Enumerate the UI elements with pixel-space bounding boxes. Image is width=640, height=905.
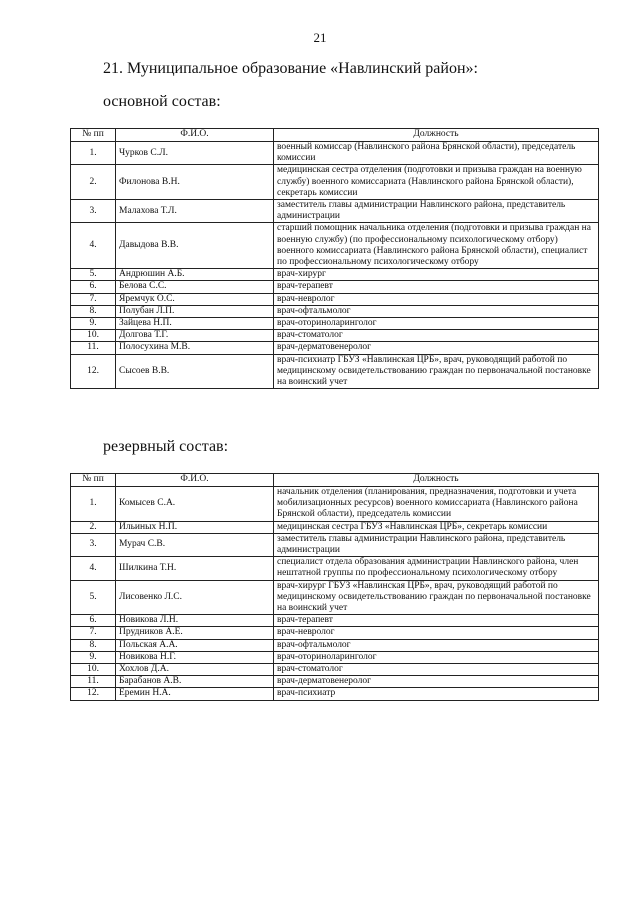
member-position: врач-психиатр ГБУЗ «Навлинская ЦРБ», врач, руководящий работой по медицинскому освидетельствованию граждан по первоначальной постановке на воинский учет [274, 354, 599, 389]
column-header-position: Должность [274, 474, 599, 487]
row-number: 6. [71, 281, 116, 293]
row-number: 7. [71, 627, 116, 639]
table-row [71, 627, 599, 639]
main-composition-table [70, 128, 599, 389]
page-number: 21 [313, 30, 327, 45]
member-position: старший помощник начальника отделения (подготовки и призыва граждан на военную службу) (по профессиональному психологическому отбору) военного комиссариата (Навлинского района Брянской области), специалист по профессиональному психологическому отбору [274, 223, 599, 269]
member-position: врач-оториноларинголог [274, 651, 599, 663]
member-position: врач-невролог [274, 293, 599, 305]
member-name: Зайцева Н.П. [116, 318, 274, 330]
row-number: 6. [71, 615, 116, 627]
table-row [71, 269, 599, 281]
table-row [71, 688, 599, 700]
reserve-composition-table [70, 473, 599, 701]
row-number: 1. [71, 142, 116, 165]
reserve-table-body [71, 487, 599, 701]
row-number: 12. [71, 688, 116, 700]
row-number: 8. [71, 305, 116, 317]
member-name: Хохлов Д.А. [116, 664, 274, 676]
column-header-name: Ф.И.О. [116, 474, 274, 487]
member-position: врач-дерматовенеролог [274, 676, 599, 688]
row-number: 10. [71, 330, 116, 342]
member-name: Яремчук О.С. [116, 293, 274, 305]
column-header-name: Ф.И.О. [116, 129, 274, 142]
row-number: 12. [71, 354, 116, 389]
row-number: 4. [71, 557, 116, 580]
main-table-body [71, 142, 599, 389]
member-position: врач-хирург [274, 269, 599, 281]
row-number: 10. [71, 664, 116, 676]
row-number: 11. [71, 342, 116, 354]
member-name: Мурач С.В. [116, 533, 274, 556]
column-header-number: № пп [71, 129, 116, 142]
member-name: Давыдова В.В. [116, 223, 274, 269]
row-number: 3. [71, 200, 116, 223]
member-name: Прудников А.Е. [116, 627, 274, 639]
row-number: 5. [71, 580, 116, 615]
member-name: Малахова Т.Л. [116, 200, 274, 223]
table-row [71, 664, 599, 676]
member-position: заместитель главы администрации Навлинского района, представитель администрации [274, 533, 599, 556]
table-row [71, 223, 599, 269]
table-row [71, 639, 599, 651]
member-position: врач-стоматолог [274, 664, 599, 676]
column-header-position: Должность [274, 129, 599, 142]
member-name: Польская А.А. [116, 639, 274, 651]
member-name: Полубан Л.П. [116, 305, 274, 317]
row-number: 9. [71, 318, 116, 330]
member-name: Долгова Т.Г. [116, 330, 274, 342]
table-row [71, 533, 599, 556]
table-row [71, 580, 599, 615]
row-number: 5. [71, 269, 116, 281]
member-position: врач-офтальмолог [274, 305, 599, 317]
member-name: Ильиных Н.П. [116, 521, 274, 533]
table-row [71, 342, 599, 354]
row-number: 3. [71, 533, 116, 556]
table-header-row [71, 474, 599, 487]
row-number: 2. [71, 165, 116, 200]
member-name: Барабанов А.В. [116, 676, 274, 688]
member-position: врач-терапевт [274, 615, 599, 627]
table-row [71, 651, 599, 663]
member-position: врач-психиатр [274, 688, 599, 700]
section-title: 21. Муниципальное образование «Навлинский район»: [103, 60, 478, 77]
row-number: 11. [71, 676, 116, 688]
member-name: Белова С.С. [116, 281, 274, 293]
member-position: врач-хирург ГБУЗ «Навлинская ЦРБ», врач, руководящий работой по медицинскому освидетельствованию граждан по первоначальной постановке на воинский учет [274, 580, 599, 615]
member-name: Лисовенко Л.С. [116, 580, 274, 615]
table-row [71, 615, 599, 627]
member-position: медицинская сестра ГБУЗ «Навлинская ЦРБ», секретарь комиссии [274, 521, 599, 533]
member-name: Шилкина Т.Н. [116, 557, 274, 580]
table-row [71, 330, 599, 342]
table-row [71, 293, 599, 305]
table-row [71, 354, 599, 389]
member-name: Полосухина М.В. [116, 342, 274, 354]
member-position: военный комиссар (Навлинского района Брянской области), председатель комиссии [274, 142, 599, 165]
member-name: Андрюшин А.Б. [116, 269, 274, 281]
table-row [71, 305, 599, 317]
member-position: врач-офтальмолог [274, 639, 599, 651]
member-position: начальник отделения (планирования, предназначения, подготовки и учета мобилизационных ресурсов) военного комиссариата (Навлинского района Брянской области), председатель комиссии [274, 487, 599, 522]
member-position: врач-оториноларинголог [274, 318, 599, 330]
table-row [71, 142, 599, 165]
table-row [71, 165, 599, 200]
member-position: специалист отдела образования администрации Навлинского района, член нештатной группы по профессиональному психологическому отбору [274, 557, 599, 580]
table-row [71, 557, 599, 580]
member-position: врач-невролог [274, 627, 599, 639]
table-row [71, 487, 599, 522]
row-number: 8. [71, 639, 116, 651]
table-row [71, 200, 599, 223]
table-row [71, 281, 599, 293]
member-name: Еремин Н.А. [116, 688, 274, 700]
table-row [71, 676, 599, 688]
column-header-number: № пп [71, 474, 116, 487]
member-name: Чурков С.Л. [116, 142, 274, 165]
main-composition-heading: основной состав: [103, 93, 221, 110]
table-row [71, 318, 599, 330]
table-header-row [71, 129, 599, 142]
member-position: врач-стоматолог [274, 330, 599, 342]
member-name: Сысоев В.В. [116, 354, 274, 389]
member-name: Новикова Н.Г. [116, 651, 274, 663]
member-name: Комысев С.А. [116, 487, 274, 522]
reserve-composition-heading: резервный состав: [103, 438, 229, 455]
member-position: заместитель главы администрации Навлинского района, представитель администрации [274, 200, 599, 223]
row-number: 4. [71, 223, 116, 269]
member-name: Новикова Л.Н. [116, 615, 274, 627]
member-name: Филонова В.Н. [116, 165, 274, 200]
row-number: 7. [71, 293, 116, 305]
member-position: медицинская сестра отделения (подготовки и призыва граждан на военную службу) военного комиссариата (Навлинского района Брянской области), секретарь комиссии [274, 165, 599, 200]
member-position: врач-терапевт [274, 281, 599, 293]
row-number: 9. [71, 651, 116, 663]
member-position: врач-дерматовенеролог [274, 342, 599, 354]
row-number: 1. [71, 487, 116, 522]
table-row [71, 521, 599, 533]
row-number: 2. [71, 521, 116, 533]
